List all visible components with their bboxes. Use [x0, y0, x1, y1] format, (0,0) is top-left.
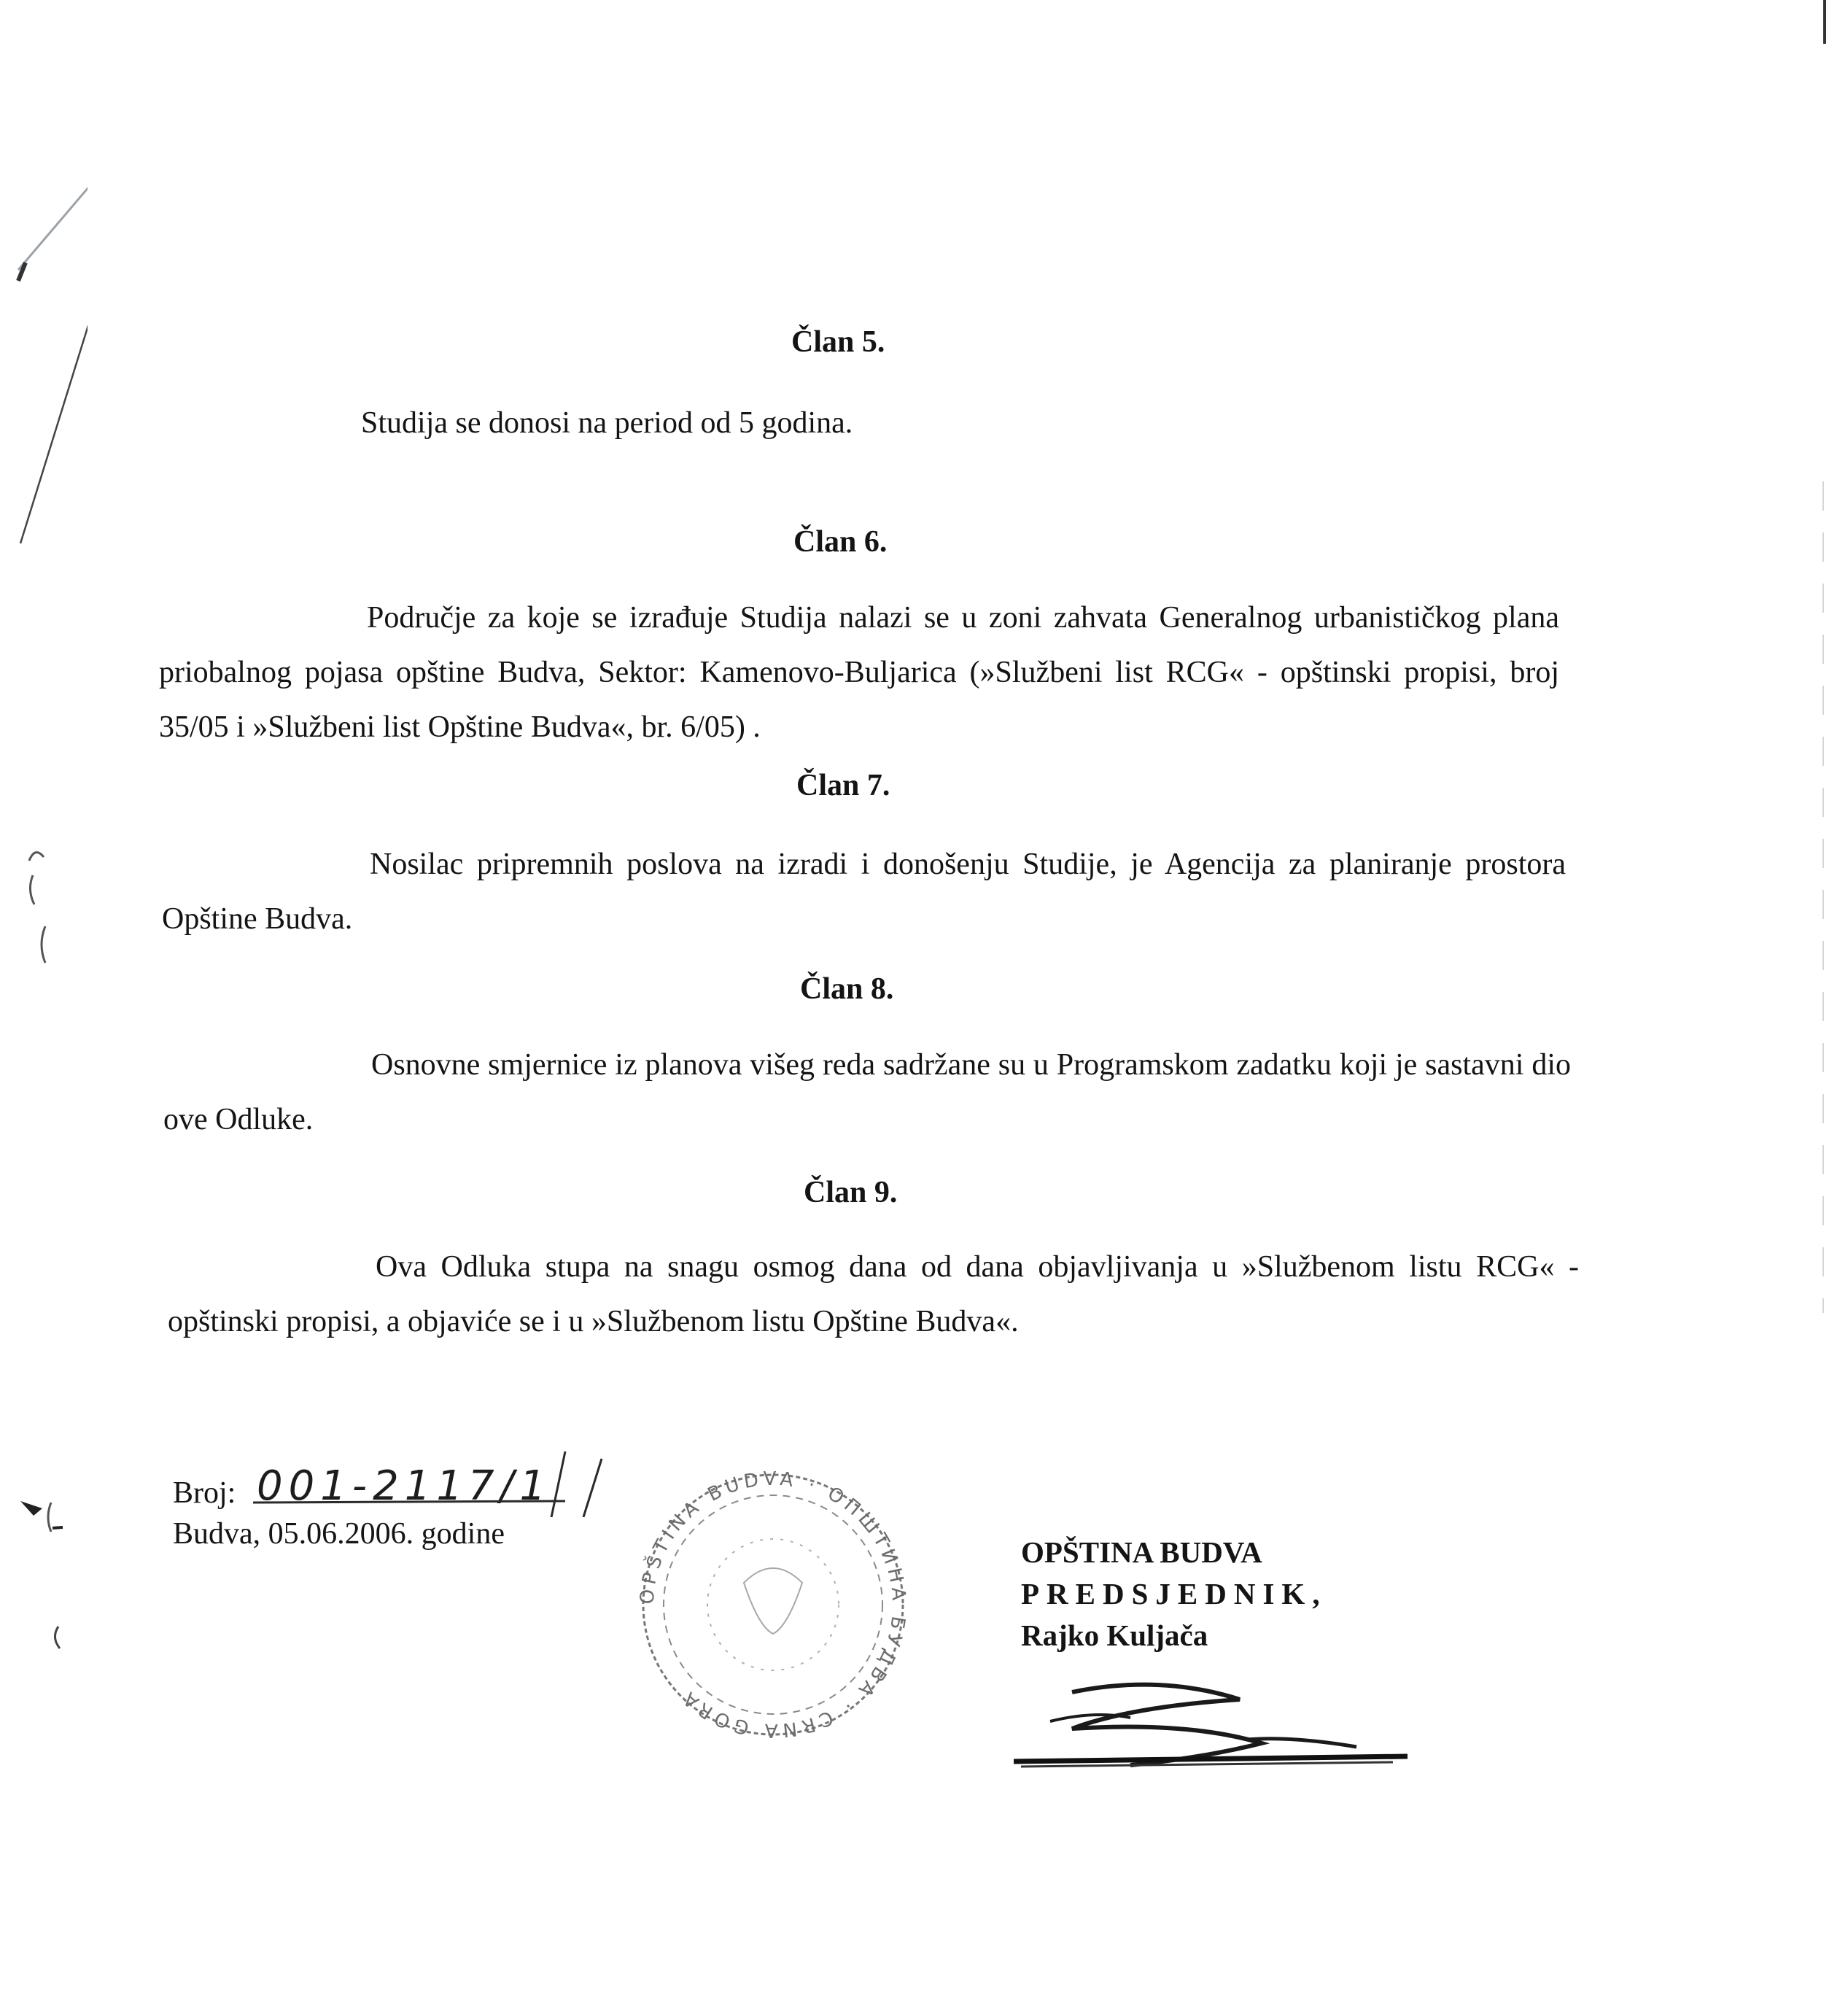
article-5-text: Studija se donosi na period od 5 godina.: [361, 406, 853, 440]
article-7-heading: Član 7.: [796, 769, 890, 802]
article-9-text: Ova Odluka stupa na snagu osmog dana od dana objavljivanja u »Službenom listu RCG« - opštinski propisi, a objaviće se i u »Službenom listu Opštine Budva«.: [168, 1250, 1579, 1338]
signatory-title: PREDSJEDNIK,: [1021, 1577, 1327, 1610]
article-6-text: Područje za koje se izrađuje Studija nalazi se u zoni zahvata Generalnog urbanističkog plana priobalnog pojasa opštine Budva, Sektor: Kamenovo-Buljarica (»Službeni list RCG« - opštinski propisi, broj 35/05 i »Službeni list Opštine Budva«, br. 6/05) .: [159, 601, 1559, 744]
place-date: Budva, 05.06.2006. godine: [173, 1517, 505, 1551]
scan-edge-marks: [0, 0, 88, 1678]
article-8-heading: Član 8.: [800, 972, 894, 1006]
round-official-seal-icon: [627, 1459, 919, 1751]
article-9-heading: Član 9.: [804, 1176, 898, 1209]
article-5-heading: Član 5.: [791, 325, 885, 359]
seal-ring-text: OPŠTINA BUDVA · ОПШТИНА БУДВА · CRNA GORA: [636, 1468, 910, 1742]
handwritten-signature: [1006, 1670, 1415, 1787]
signatory-institution: OPŠTINA BUDVA: [1021, 1535, 1262, 1569]
scan-edge-right: [1809, 0, 1838, 2008]
signatory-name: Rajko Kuljača: [1021, 1619, 1208, 1652]
article-8-text: Osnovne smjernice iz planova višeg reda sadržane su u Programskom zadatku koji je sastavni dio ove Odluke.: [163, 1048, 1571, 1136]
broj-value: 001-2117/1: [257, 1462, 552, 1510]
article-6-heading: Član 6.: [793, 525, 888, 559]
broj-label: Broj:: [173, 1476, 236, 1510]
svg-text:OPŠTINA BUDVA · ОПШТИНА БУДВА: [637, 1468, 910, 1741]
article-7-text: Nosilac pripremnih poslova na izradi i donošenju Studije, je Agencija za planiranje prostora Opštine Budva.: [162, 848, 1566, 936]
broj-underline: [252, 1422, 631, 1517]
